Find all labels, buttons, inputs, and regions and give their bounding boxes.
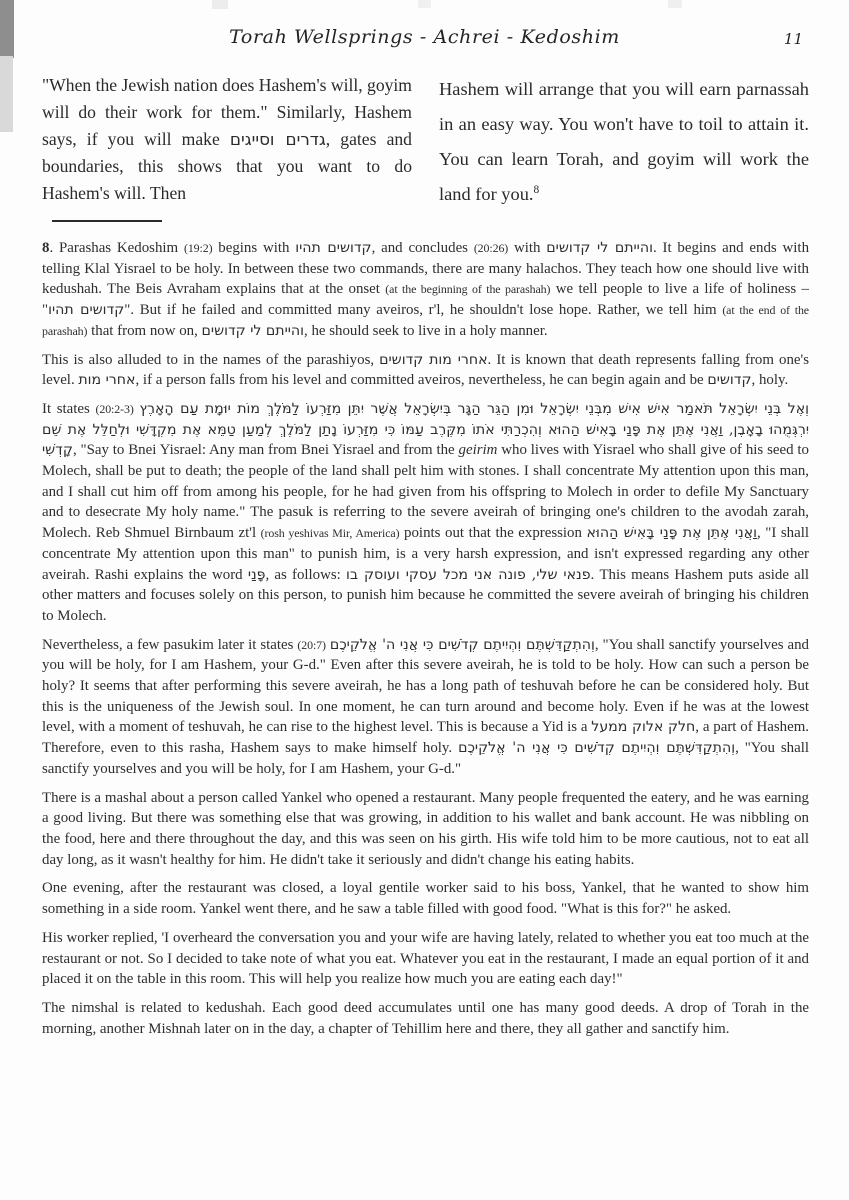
hebrew-text: וְאֶל בְּנֵי יִשְׂרָאֵל תֹּאמַר אִישׁ אִישׁ מִבְּנֵי יִשְׂרָאֵל וּמִן הַגֵּר הַגָּר בְּיִשְׂרָאֵל אֲשֶׁר יִתֵּן מִזַּרְעוֹ לַמֹּלֶךְ מוֹת יוּמָת עַם הָאָרֶץ יִרְגְּמֻהוּ בָאָבֶן, וַאֲנִי אֶתֵּן אֶת פָּנַי בָּאִישׁ הַהוּא וְהִכְרַתִּי אֹתוֹ מִקֶּרֶב עַמּוֹ כִּי מִזַּרְעוֹ נָתַן לַמֹּלֶךְ לְמַעַן טַמֵּא אֶת מִקְדָּשִׁי וּלְחַלֵּל אֶת שֵׁם קָדְשִׁי xyxy=(42,400,809,459)
text-segment: (20:7) xyxy=(297,637,326,652)
text-segment: There is a mashal about a person called Yankel who opened a restaurant. Many people frequented the eatery, and he was earning a good living. But there was something else that was growing, in addition to his wallet and bank account. He was nibbling on the food, here and there throughout the day, and this was seen on his girth. His wife told him to be more cautious, not to eat all day long, as it wasn't healthy for him. He didn't take it seriously and didn't change his eating habits. xyxy=(42,789,809,868)
scan-artifact-top-1 xyxy=(212,0,228,9)
text-segment: , "You shall sanctify yourselves and you will be holy, for I am Hashem, your G-d." xyxy=(42,740,809,777)
footnote-paragraph xyxy=(42,635,809,780)
scan-artifact-top-3 xyxy=(668,0,682,8)
footnote-reference: 8 xyxy=(533,183,540,196)
footnote-paragraph xyxy=(42,788,809,871)
page-title: Torah Wellsprings - Achrei - Kedoshim xyxy=(229,26,620,48)
hebrew-text: קדושים xyxy=(707,372,752,389)
text-segment: His worker replied, 'I overheard the conversation you and your wife are having lately, related to whether you eat too much at the restaurant or not. So I decided to take note of what you eat. Whatever you eat in the restaurant, I made an equal portion of it and placed it on the table in this room. This will help you realize how much you are eating each day!" xyxy=(42,929,809,988)
text-segment: (at the end of the parashah) xyxy=(42,303,809,338)
left-column xyxy=(42,72,412,212)
text-segment: , "Say to Bnei Yisrael: Any man from Bnei Yisrael and from the xyxy=(72,442,459,459)
text-segment: The nimshal is related to kedushah. Each good deed accumulates until one has many good deeds. A drop of Torah in the morning, another Mishnah later on in the day, a chapter of Tehillim here and there, they all gather and sanctify him. xyxy=(42,999,809,1037)
text-segment: with xyxy=(508,240,547,256)
text-segment: Hashem will arrange that you will earn parnassah in an easy way. You won't have to toil to attain it. You can learn Torah, and goyim will work the land for you. xyxy=(439,79,809,204)
text-segment: that from now on, xyxy=(87,322,202,339)
page-header xyxy=(0,26,849,56)
text-segment: we tell people to live a life of holiness – " xyxy=(42,281,809,319)
hebrew-text: אחרי מות קדושים xyxy=(379,351,488,368)
text-segment: This is also alluded to in the names of the parashiyos, xyxy=(42,351,380,368)
hebrew-text: קדושים תהיו xyxy=(295,240,372,256)
footnote-separator xyxy=(52,220,162,222)
text-segment: . Parashas Kedoshim xyxy=(49,240,184,256)
text-segment: . It begins and ends with telling Klal Yisrael to be holy. In between these two commands, there are many halachos. They teach how one should live with kedushah. The Beis Avraham explains that at the onset xyxy=(42,240,810,298)
footnote-paragraph xyxy=(42,878,809,919)
hebrew-text: והייתם לי קדושים xyxy=(546,240,653,256)
text-segment: (20:26) xyxy=(473,241,509,255)
text-segment: points out that the expression xyxy=(399,525,587,542)
footnote-paragraph xyxy=(42,998,809,1039)
page-number: 11 xyxy=(783,30,803,48)
text-segment: , holy. xyxy=(751,372,789,389)
text-segment: 8 xyxy=(42,240,50,256)
footnote-paragraph xyxy=(42,928,809,990)
text-segment: . This means Hashem puts aside all other matters and focuses solely on this person, to punish him because he committed the severe aveirah of bringing his children to Molech. xyxy=(42,566,810,624)
text-segment: who lives with Yisrael who shall give of his seed to Molech, shall be put to death; the people of the land shall pelt him with stones. I shall concentrate My attention upon this man, and I shall cut him off from among his people, for he had given from his offspring to Molech in order to defile My Sanctuary and to desecrate My holy name." The pasuk is referring to the severe aveirah of bringing one's children to the avodah zarah, Molech. Reb Shmuel Birnbaum zt'l xyxy=(42,442,809,542)
text-segment: One evening, after the restaurant was closed, a loyal gentile worker said to his boss, Yankel, that he wanted to show him something in a side room. Yankel went there, and he saw a table filled with good food. "What is this for?" he asked. xyxy=(42,880,809,918)
main-text xyxy=(0,56,849,212)
text-segment: , a part of Hashem. Therefore, even to this rasha, Hashem says to make himself holy. xyxy=(42,719,810,757)
hebrew-text: וַאֲנִי אֶתֵּן אֶת פָּנַי בָּאִישׁ הַהוּא xyxy=(586,525,757,542)
footnote-section xyxy=(0,238,849,1039)
text-segment: , "I shall concentrate My attention upon this man" to punish him, is a very harsh expression, and isn't expressed regarding any other aveirah. Rashi explains the word xyxy=(42,525,809,583)
text-segment: "When the Jewish nation does Hashem's will, goyim will do their work for them." Similarly, Hashem says, if you will make xyxy=(42,75,412,149)
text-segment: , if a person falls from his level and committed aveiros, nevertheless, he can begin again and be xyxy=(135,372,708,389)
right-column xyxy=(439,72,809,212)
hebrew-text: חלק אלוק ממעל xyxy=(591,719,696,736)
text-segment: , as follows: xyxy=(265,566,346,583)
text-segment: (at the beginning of the parashah) xyxy=(385,282,551,297)
text-segment: , gates and boundaries, this shows that you want to do Hashem's will. Then xyxy=(42,129,412,203)
hebrew-text: קדושים תהיו xyxy=(48,302,125,319)
hebrew-text: אחרי מות xyxy=(78,372,136,389)
text-segment: ". But if he failed and committed many aveiros, r'l, he shouldn't lose hope. Rather, we tell him xyxy=(124,302,723,319)
text-segment: . It is known that death represents falling from one's level. xyxy=(42,351,809,389)
text-segment: geirim xyxy=(458,442,498,459)
footnote-paragraph xyxy=(42,350,809,391)
hebrew-text: פנאי שלי, פונה אני מכל עסקי ועוסק בו xyxy=(346,566,591,583)
text-segment: (19:2) xyxy=(183,241,213,255)
text-segment: , he should seek to live in a holy manner. xyxy=(304,322,548,339)
footnote-paragraph xyxy=(42,399,809,627)
scan-artifact-top-2 xyxy=(418,0,431,8)
hebrew-text: גדרים וסייגים xyxy=(229,129,326,149)
hebrew-text: וְהִתְקַדִּשְׁתֶּם וִהְיִיתֶם קְדֹשִׁים כִּי אֲנִי ה' אֱלֹקֵיכֶם xyxy=(458,740,736,757)
text-segment: , and concludes xyxy=(371,240,474,256)
footnote-paragraph xyxy=(42,238,809,342)
text-segment: (20:2-3) xyxy=(95,401,134,416)
hebrew-text: וְהִתְקַדִּשְׁתֶּם וִהְיִיתֶם קְדֹשִׁים כִּי אֲנִי ה' אֱלֹקֵיכֶם xyxy=(329,636,595,653)
text-segment: begins with xyxy=(212,240,296,256)
text-segment: It states xyxy=(42,400,96,417)
hebrew-text: והייתם לי קדושים xyxy=(201,322,304,339)
hebrew-text: פָּנַי xyxy=(247,566,266,583)
text-segment: Nevertheless, a few pasukim later it states xyxy=(42,636,298,653)
text-segment: , "You shall sanctify yourselves and you will be holy, for I am Hashem, your G-d." Even after this severe aveirah, he is told to be holy. How can such a person be holy? It seems that after performing this severe aveirah, he has a long path of teshuvah before he can be considered holy. But this is the uniqueness of the Jewish soul. In one moment, he can turn around and become holy. Even if he was at the lowest level, with a moment of teshuvah, he can rise to the highest level. This is because a Yid is a xyxy=(42,636,809,736)
text-segment: (rosh yeshivas Mir, America) xyxy=(260,526,400,541)
